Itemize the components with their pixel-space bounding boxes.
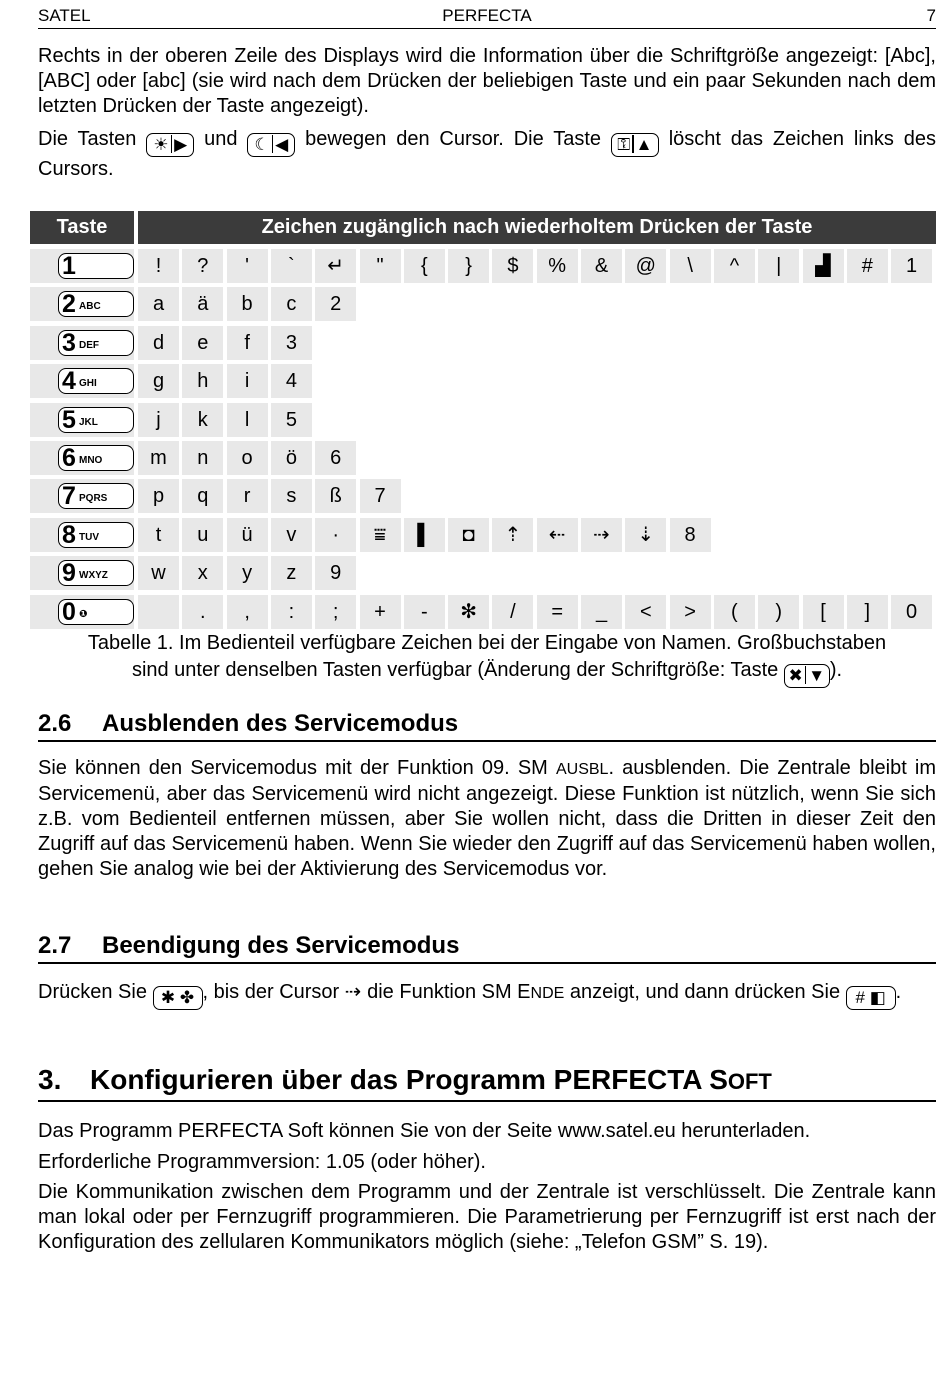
table-row: [30, 403, 936, 437]
header-key-column: Taste: [30, 211, 134, 244]
table-row: [30, 364, 936, 398]
char-cell: |: [758, 249, 799, 283]
key-8-icon: 8 TUV: [58, 522, 134, 548]
character-table: [30, 211, 936, 626]
key-9-icon: 9 WXYZ: [58, 560, 134, 586]
char-cell: a: [138, 287, 179, 321]
char-cell: ⇠: [537, 518, 578, 552]
key-cell: [30, 479, 134, 513]
char-cell: i: [227, 364, 268, 398]
table-row: [30, 249, 936, 283]
char-cell: 8: [670, 518, 711, 552]
table-row: [30, 556, 936, 590]
char-cell: ]: [847, 595, 888, 629]
char-cell: ▌: [404, 518, 445, 552]
char-cell: w: [138, 556, 179, 590]
char-cell: {: [404, 249, 445, 283]
char-cell: [: [803, 595, 844, 629]
char-cell: z: [271, 556, 312, 590]
char-cell: l: [227, 403, 268, 437]
char-cell: h: [182, 364, 223, 398]
char-cell: d: [138, 326, 179, 360]
key-cell: [30, 403, 134, 437]
char-cell: b: [227, 287, 268, 321]
char-cell: %: [537, 249, 578, 283]
chapter-heading-3: 3. Konfigurieren über das Programm PERFECTA SOFT: [38, 1063, 936, 1102]
char-cell: :: [271, 595, 312, 629]
header-chars-column: Zeichen zugänglich nach wiederholtem Drücken der Taste: [138, 211, 936, 244]
header-page-number: 7: [926, 6, 936, 25]
char-cell: ,: [227, 595, 268, 629]
table-row: [30, 479, 936, 513]
char-cell: e: [182, 326, 223, 360]
key-1-icon: 1: [58, 253, 134, 279]
char-cell: v: [271, 518, 312, 552]
key-cell: [30, 556, 134, 590]
char-cell: r: [227, 479, 268, 513]
char-cell: @: [625, 249, 666, 283]
char-cell: ': [227, 249, 268, 283]
char-cell: ": [360, 249, 401, 283]
table-row: [30, 518, 936, 552]
key-cell: [30, 326, 134, 360]
star-fire-key-icon: ✱ ✤: [153, 986, 203, 1010]
char-cell: <: [625, 595, 666, 629]
running-header: [38, 6, 936, 29]
char-cell: ⇢: [581, 518, 622, 552]
key-cell: [30, 441, 134, 475]
char-cell: q: [182, 479, 223, 513]
char-cell: s: [271, 479, 312, 513]
char-cell: ;: [315, 595, 356, 629]
section-2-7-paragraph: Drücken Sie ✱ ✤ , bis der Cursor ⇢ die Funktion SM ENDE anzeigt, und dann drücken Sie # ◧ .: [38, 978, 936, 1010]
download-paragraph: Das Programm PERFECTA Soft können Sie von der Seite www.satel.eu herunterladen.: [38, 1120, 811, 1142]
cursor-keys-paragraph: Die Tasten ☀ ▶ und ☾ ◀ bewegen den Cursor. Die Taste ⚿ ▲ löscht das Zeichen links des Cursors.: [38, 128, 936, 180]
char-cell: y: [227, 556, 268, 590]
moon-left-key-icon: ☾ ◀: [247, 133, 295, 157]
header-product: PERFECTA: [442, 6, 532, 25]
char-cell: -: [404, 595, 445, 629]
char-cell: ß: [315, 479, 356, 513]
char-cell: .: [182, 595, 223, 629]
table-row: [30, 595, 936, 629]
key-up-key-icon: ⚿ ▲: [611, 133, 659, 157]
key-4-icon: 4 GHI: [58, 368, 134, 394]
char-cell: c: [271, 287, 312, 321]
table-row: [30, 287, 936, 321]
sun-right-key-icon: ☀ ▶: [146, 133, 194, 157]
section-heading-2-6: 2.6 Ausblenden des Servicemodus: [38, 709, 936, 742]
char-cell: 4: [271, 364, 312, 398]
char-cell: 0: [891, 595, 932, 629]
intro-paragraph: Rechts in der oberen Zeile des Displays wird die Information über die Schriftgröße angezeigt: [Abc], [ABC] oder [abc] (sie wird nach dem Drücken der beliebigen Taste und ein paar Sekunden nach dem letzten Drücken der Taste angezeigt).: [38, 45, 936, 117]
key-cell: [30, 518, 134, 552]
table-header: [30, 211, 936, 244]
table-row: [30, 326, 936, 360]
key-5-icon: 5 JKL: [58, 407, 134, 433]
char-cell: ⩸: [360, 518, 401, 552]
key-3-icon: 3 DEF: [58, 330, 134, 356]
char-cell: ?: [182, 249, 223, 283]
char-cell: 5: [271, 403, 312, 437]
char-cell: ·: [315, 518, 356, 552]
char-cell: `: [271, 249, 312, 283]
char-cell: ö: [271, 441, 312, 475]
char-cell: 7: [360, 479, 401, 513]
char-cell: 2: [315, 287, 356, 321]
table-caption: Tabelle 1. Im Bedienteil verfügbare Zeichen bei der Eingabe von Namen. Großbuchstaben sind unter denselben Tasten verfügbar (Änderung der Schriftgröße: Taste ✖ ▼ ).: [38, 630, 936, 688]
char-cell: ü: [227, 518, 268, 552]
char-cell: 9: [315, 556, 356, 590]
communication-paragraph: Die Kommunikation zwischen dem Programm und der Zentrale ist verschlüsselt. Die Zentrale kann man lokal oder per Fernzugriff programmieren. Die Parametrierung per Fernzugriff ist erst nach der Konfiguration des zellularen Kommunikators möglich (siehe: „Telefon GSM” S. 19).: [38, 1181, 936, 1253]
hash-door-key-icon: # ◧: [846, 986, 896, 1010]
key-cell: [30, 287, 134, 321]
char-cell: [138, 595, 179, 629]
char-cell: >: [670, 595, 711, 629]
char-cell: m: [138, 441, 179, 475]
char-cell: ä: [182, 287, 223, 321]
char-cell: t: [138, 518, 179, 552]
key-7-icon: 7 PQRS: [58, 483, 134, 509]
char-cell: ◘: [448, 518, 489, 552]
char-cell: ▟: [803, 249, 844, 283]
char-cell: j: [138, 403, 179, 437]
char-cell: n: [182, 441, 223, 475]
char-cell: _: [581, 595, 622, 629]
char-cell: ✻: [448, 595, 489, 629]
key-cell: [30, 249, 134, 283]
char-cell: 3: [271, 326, 312, 360]
char-cell: ↵: [315, 249, 356, 283]
char-cell: u: [182, 518, 223, 552]
section-2-6-paragraph: Sie können den Servicemodus mit der Funktion 09. SM AUSBL. ausblenden. Die Zentrale bleibt im Servicemenü, aber das Servicemenü wird nicht angezeigt. Diese Funktion ist nützlich, wenn Sie sich z.B. vom Bedienteil entfernen müssen, aber Sie wollen nicht, dass die Dritten in dieser Zeit den Zugriff auf das Servicemenü haben. Wenn Sie wieder den Zugriff auf das Servicemenü haben wollen, gehen Sie analog wie bei der Aktivierung des Servicemodus vor.: [38, 757, 937, 880]
char-cell: +: [360, 595, 401, 629]
char-cell: x: [182, 556, 223, 590]
char-cell: #: [847, 249, 888, 283]
char-cell: 6: [315, 441, 356, 475]
char-cell: =: [537, 595, 578, 629]
char-cell: f: [227, 326, 268, 360]
char-cell: p: [138, 479, 179, 513]
char-cell: ): [758, 595, 799, 629]
key-cell: [30, 364, 134, 398]
char-cell: (: [714, 595, 755, 629]
char-cell: \: [670, 249, 711, 283]
char-cell: g: [138, 364, 179, 398]
version-paragraph: Erforderliche Programmversion: 1.05 (oder höher).: [38, 1151, 486, 1173]
char-cell: ⇡: [492, 518, 533, 552]
key-2-icon: 2 ABC: [58, 291, 134, 317]
key-cell: [30, 595, 134, 629]
header-brand: SATEL: [38, 6, 91, 25]
char-cell: ^: [714, 249, 755, 283]
char-cell: ⇣: [625, 518, 666, 552]
char-cell: !: [138, 249, 179, 283]
table-row: [30, 441, 936, 475]
section-heading-2-7: 2.7 Beendigung des Servicemodus: [38, 931, 936, 964]
char-cell: &: [581, 249, 622, 283]
key-6-icon: 6 MNO: [58, 445, 134, 471]
x-down-key-icon: ✖ ▼: [784, 664, 830, 688]
key-0-icon: 0 ❶: [58, 599, 134, 625]
char-cell: o: [227, 441, 268, 475]
char-cell: $: [492, 249, 533, 283]
cursor-arrow-icon: ⇢: [344, 981, 362, 1003]
char-cell: k: [182, 403, 223, 437]
char-cell: /: [492, 595, 533, 629]
char-cell: 1: [891, 249, 932, 283]
char-cell: }: [448, 249, 489, 283]
